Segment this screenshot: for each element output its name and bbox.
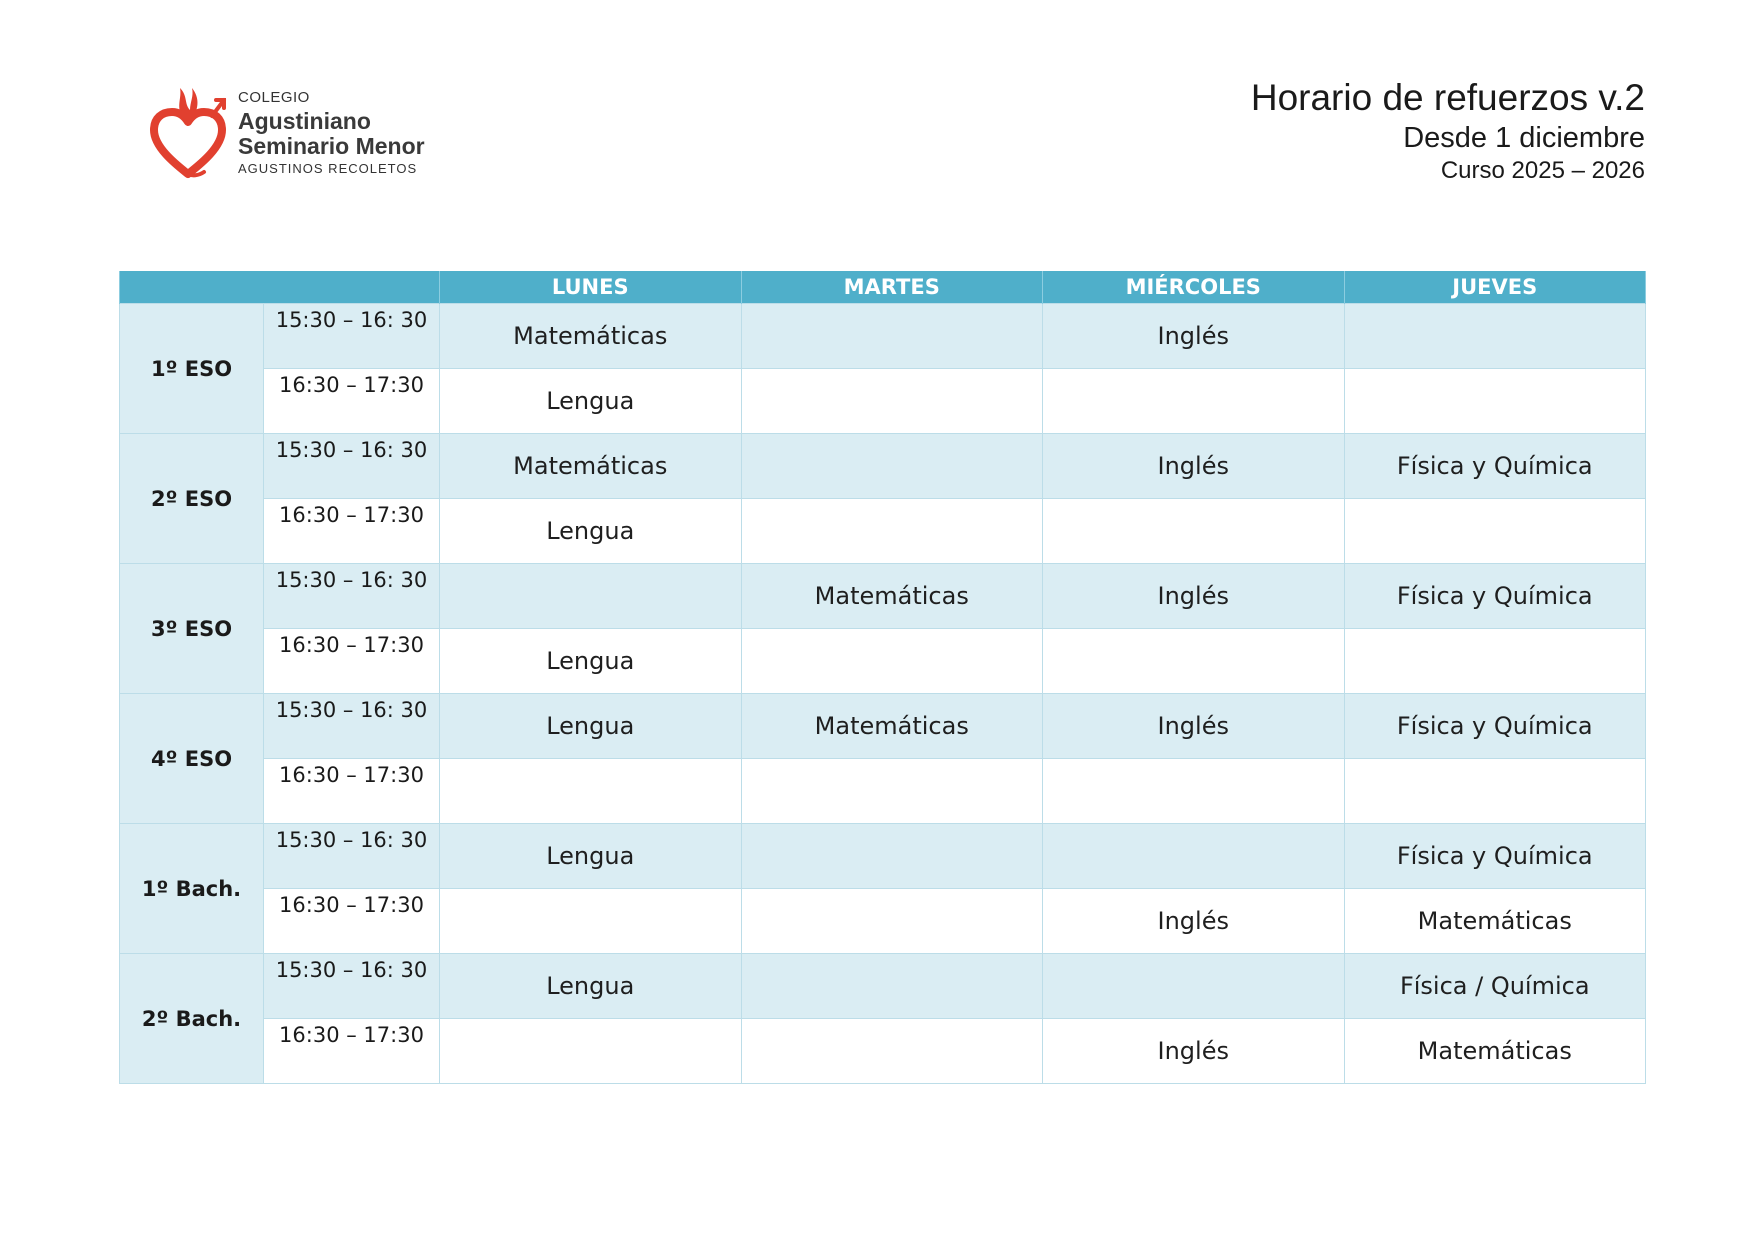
time-slot: 15:30 – 16: 30	[264, 694, 440, 759]
time-slot: 16:30 – 17:30	[264, 629, 440, 694]
schedule-table	[119, 271, 1646, 1084]
subject-cell	[440, 564, 742, 629]
subject-cell: Lengua	[440, 954, 742, 1019]
subject-cell: Matemáticas	[440, 434, 742, 499]
time-slot: 15:30 – 16: 30	[264, 434, 440, 499]
table-row	[120, 759, 1646, 824]
level-label: 1º ESO	[120, 304, 264, 434]
subject-cell: Matemáticas	[741, 694, 1043, 759]
table-row	[120, 1019, 1646, 1084]
subject-cell: Lengua	[440, 694, 742, 759]
level-label: 1º Bach.	[120, 824, 264, 954]
subject-cell: Física y Química	[1344, 434, 1646, 499]
table-row	[120, 694, 1646, 759]
table-header-row	[120, 271, 1646, 304]
logo-colegio: COLEGIO	[238, 88, 310, 106]
table-row	[120, 629, 1646, 694]
level-label: 3º ESO	[120, 564, 264, 694]
subject-cell	[1043, 499, 1345, 564]
subject-cell	[1344, 629, 1646, 694]
subject-cell: Inglés	[1043, 694, 1345, 759]
subject-cell	[1043, 954, 1345, 1019]
subject-cell	[741, 1019, 1043, 1084]
subject-cell	[741, 629, 1043, 694]
day-header: MIÉRCOLES	[1043, 271, 1345, 304]
subject-cell: Lengua	[440, 499, 742, 564]
subject-cell: Física / Química	[1344, 954, 1646, 1019]
time-slot: 15:30 – 16: 30	[264, 824, 440, 889]
time-slot: 16:30 – 17:30	[264, 499, 440, 564]
title-block	[1251, 76, 1645, 186]
subject-cell: Inglés	[1043, 564, 1345, 629]
subject-cell: Lengua	[440, 824, 742, 889]
flaming-heart-icon	[148, 82, 228, 182]
day-header: MARTES	[741, 271, 1043, 304]
day-header: LUNES	[440, 271, 742, 304]
time-slot: 15:30 – 16: 30	[264, 304, 440, 369]
table-row	[120, 824, 1646, 889]
subject-cell	[1043, 369, 1345, 434]
header-corner	[120, 271, 440, 304]
subject-cell: Lengua	[440, 629, 742, 694]
subject-cell	[1344, 304, 1646, 369]
logo-name-line2: Seminario Menor	[238, 132, 425, 159]
table-row	[120, 954, 1646, 1019]
page-title: Horario de refuerzos v.2	[1250, 77, 1645, 118]
subject-cell: Matemáticas	[1344, 1019, 1646, 1084]
subject-cell	[440, 759, 742, 824]
table-row	[120, 499, 1646, 564]
subject-cell: Física y Química	[1344, 694, 1646, 759]
subject-cell	[741, 304, 1043, 369]
subject-cell	[741, 499, 1043, 564]
subject-cell	[1043, 759, 1345, 824]
subject-cell	[1043, 629, 1345, 694]
subject-cell: Lengua	[440, 369, 742, 434]
table-row	[120, 304, 1646, 369]
time-slot: 16:30 – 17:30	[264, 369, 440, 434]
subject-cell	[440, 889, 742, 954]
table-row	[120, 564, 1646, 629]
time-slot: 15:30 – 16: 30	[264, 564, 440, 629]
subject-cell: Física y Química	[1344, 824, 1646, 889]
logo-name-line1: Agustiniano	[238, 107, 371, 134]
day-header: JUEVES	[1344, 271, 1646, 304]
subject-cell: Física y Química	[1344, 564, 1646, 629]
time-slot: 16:30 – 17:30	[264, 759, 440, 824]
subject-cell	[1344, 499, 1646, 564]
course-label: Curso 2025 – 2026	[1440, 157, 1645, 184]
table-row	[120, 369, 1646, 434]
subject-cell: Inglés	[1043, 434, 1345, 499]
logo-subtitle: AGUSTINOS RECOLETOS	[238, 160, 418, 176]
subject-cell: Inglés	[1043, 304, 1345, 369]
subject-cell: Matemáticas	[741, 564, 1043, 629]
level-label: 2º ESO	[120, 434, 264, 564]
subject-cell	[440, 1019, 742, 1084]
level-label: 2º Bach.	[120, 954, 264, 1084]
subject-cell	[1344, 369, 1646, 434]
subject-cell	[741, 954, 1043, 1019]
table-row	[120, 889, 1646, 954]
subject-cell	[741, 369, 1043, 434]
table-row	[120, 434, 1646, 499]
subject-cell: Inglés	[1043, 1019, 1345, 1084]
time-slot: 16:30 – 17:30	[264, 1019, 440, 1084]
page-subtitle: Desde 1 diciembre	[1403, 122, 1645, 154]
level-label: 4º ESO	[120, 694, 264, 824]
subject-cell: Inglés	[1043, 889, 1345, 954]
subject-cell	[741, 434, 1043, 499]
school-logo	[148, 82, 425, 182]
subject-cell: Matemáticas	[1344, 889, 1646, 954]
subject-cell	[741, 824, 1043, 889]
subject-cell	[1043, 824, 1345, 889]
time-slot: 16:30 – 17:30	[264, 889, 440, 954]
subject-cell: Matemáticas	[440, 304, 742, 369]
subject-cell	[741, 889, 1043, 954]
subject-cell	[1344, 759, 1646, 824]
time-slot: 15:30 – 16: 30	[264, 954, 440, 1019]
subject-cell	[741, 759, 1043, 824]
